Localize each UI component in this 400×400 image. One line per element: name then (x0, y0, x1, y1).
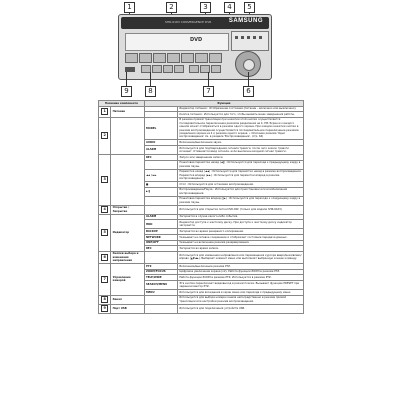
component-name: Открытие / Закрытие (111, 205, 144, 214)
function-description: Работа функции ZOOM в режиме PTZ. Используется в режиме PTZ. (178, 275, 304, 281)
function-description: Пошаговая перемотка назад (◄‖) : Используется для перехода к предыдущему кадру в режиме паузы. (178, 160, 304, 169)
channel-button[interactable] (174, 65, 184, 73)
table-row (99, 117, 304, 140)
fast-forward-button[interactable] (195, 53, 208, 63)
row-number (99, 214, 111, 251)
component-name: Управление камерой (111, 264, 144, 295)
dvr-device (118, 14, 272, 80)
rewind-button[interactable] (153, 53, 166, 63)
row-number (99, 205, 111, 214)
function-description: Индикатор доступа к жесткому диску. При доступе к жесткому диску индикатор загорается. (178, 220, 304, 229)
component-name (111, 155, 144, 206)
row-number (99, 155, 111, 206)
function-description: Используется для выбора номера канала непосредственно в режиме прямой трансляции или настройки режима воспроизведения. (178, 295, 304, 304)
number-badge: 1 (101, 108, 108, 115)
function-description: Индикатор питания : Отображение состояния (питание – включено или выключено). (178, 106, 304, 112)
function-description: Указывает на сетевое соединение и отображает состояние передачи данных. (178, 234, 304, 240)
table-row (99, 205, 304, 214)
table-row (99, 304, 304, 313)
callout-1: 1 (124, 2, 135, 13)
row-number (99, 264, 111, 295)
control-label (144, 160, 177, 169)
control-label: ALARM (144, 214, 177, 220)
control-label: ALARM (144, 146, 177, 155)
indicator-panel (231, 31, 269, 51)
number-badge: 8 (101, 296, 108, 303)
control-label: MENU (144, 289, 177, 295)
row-number (99, 304, 111, 313)
number-badge: 7 (101, 276, 108, 283)
function-description: Включение/выключение режима PTZ. (178, 264, 304, 270)
function-description: Кнопка питания : Используется для того, чтобы вызвать меню завершения работы. (178, 112, 304, 118)
control-label: PTZ (144, 264, 177, 270)
row-number (99, 106, 111, 117)
control-label: ZOOM/FOCUS (144, 269, 177, 275)
function-description: Используется для изменения направления или перемещения курсора вверх/вниз/влево/вправо (▲▼◄►). Выбирает элемент меню или выполняет выбранную в меню команду. (178, 251, 304, 263)
indicator-led (259, 36, 262, 39)
leader-line (126, 72, 127, 86)
control-label: AUDIO (144, 140, 177, 146)
table-row (99, 295, 304, 304)
function-description: Пошаговая перемотка вперед (‖►) : Используется для перехода к следующему кадру в режиме паузы. (178, 196, 304, 205)
enter-button[interactable] (243, 59, 255, 71)
component-function-table (98, 100, 304, 314)
number-badge: 3 (101, 176, 108, 183)
function-description: Загорается во время резервного копирования. (178, 229, 304, 235)
control-label: ►/‖ (144, 187, 177, 196)
stop-button[interactable] (167, 53, 180, 63)
header-function: Функция (144, 101, 303, 107)
indicator-led (235, 36, 238, 39)
function-description: Цифровое увеличение экрана (x2). Работа функции ZOOM в режиме PTZ. (178, 269, 304, 275)
control-label: ◄◄ / ►► (144, 169, 177, 181)
function-description: Запуск или завершение записи. (178, 155, 304, 161)
channel-button[interactable] (163, 65, 173, 73)
step-forward-button[interactable] (209, 53, 222, 63)
callout-8: 8 (145, 86, 156, 97)
control-label (144, 251, 177, 263)
callout-4: 4 (224, 2, 235, 13)
component-name: Кнопки выбора и изменения направления (111, 251, 144, 263)
function-description: Используется для открытия лотка DVD-RW. (только для модели SHR-6163) (178, 205, 304, 214)
function-description: Указывает на включение режима резервирования. (178, 240, 304, 246)
table-row (99, 251, 304, 263)
model-label: SHR-6163 CONVERGENCE DVR (165, 20, 212, 24)
function-description: Загорается во время записи. (178, 246, 304, 252)
leader-line (150, 72, 151, 86)
dvr-front-panel-diagram (0, 0, 400, 100)
dvr-top-strip (121, 17, 269, 29)
callout-9: 9 (121, 86, 132, 97)
row-number (99, 251, 111, 263)
control-label (144, 205, 177, 214)
control-label (144, 304, 177, 313)
function-description: Загорается в случае какого-либо события. (178, 214, 304, 220)
indicator-led (241, 36, 244, 39)
row-number (99, 295, 111, 304)
channel-button[interactable] (152, 65, 162, 73)
component-name: Порт USB (111, 304, 144, 313)
function-description: Эта кнопка переключает видеовыход в режим поиска. Вызывает функцию PRESET при заданном вектор PTZ. (178, 280, 304, 289)
play-pause-button[interactable] (181, 53, 194, 63)
disc-tray (125, 33, 229, 51)
control-label: MODEL (144, 117, 177, 140)
control-label: NETWORK (144, 234, 177, 240)
control-label: SEARCH/MENU (144, 280, 177, 289)
component-name: Канал (111, 295, 144, 304)
callout-5: 5 (244, 2, 255, 13)
header-component-name: Название компонента (99, 101, 145, 107)
function-description: В режиме прямой трансляции при нажатии этой кнопки осуществляется последовательное переключение режимов разделения на 4, PIP. Экран из каждого канала может отображаться в режиме одного экрана. При каждом нажатии кнопки в режиме воспроизведения осуществляется последовательное переключение режимов разделения экрана на 4 и режима одного экрана. • Описание режима 'Одно воспроизведение' см. в разделе 'Воспроизведение'. (стр. 64) (178, 117, 304, 140)
number-badge: 9 (101, 305, 108, 312)
number-badge: 4 (101, 206, 108, 213)
playback-buttons (125, 53, 227, 63)
control-label: ONE/OFF (144, 240, 177, 246)
function-description: Используется для подключения устройств USB. (178, 304, 304, 313)
number-badge: 6 (101, 254, 108, 261)
function-description: Воспроизведение/Пауза : Используется для приостановки или возобновления воспроизведения. (178, 187, 304, 196)
step-back-button[interactable] (139, 53, 152, 63)
control-label: HDD (144, 220, 177, 229)
callout-6: 6 (243, 86, 254, 97)
callout-2: 2 (166, 2, 177, 13)
function-description: Стоп : Используется для остановки воспроизведения. (178, 182, 304, 188)
control-label: BACKUP (144, 229, 177, 235)
function-description: Включение/выключение звука. (178, 140, 304, 146)
menu-button[interactable] (211, 65, 221, 73)
function-description: Перемотка назад (◄◄) : Используется для перемотки назад в режиме воспроизведения. Перемотка вперед (►►) : Используется для перемотки вперед в режиме воспроизведения. (178, 169, 304, 181)
control-label (144, 196, 177, 205)
leader-line (208, 72, 209, 86)
dvd-logo: DVD (190, 37, 203, 43)
number-badge: 5 (101, 229, 108, 236)
callout-7: 7 (203, 86, 214, 97)
indicator-led (253, 36, 256, 39)
control-label: REC (144, 155, 177, 161)
component-name: Индикатор (111, 214, 144, 251)
control-label: ■ (144, 182, 177, 188)
function-description: Используется для подтверждения сигнала тревоги, после чего значок тревоги исчезает. Отменяется ввод сигнала, если выключен входной сигнал тревоги. (178, 146, 304, 155)
callout-3: 3 (200, 2, 211, 13)
number-badge: 2 (101, 132, 108, 139)
function-description: Используется для вхождения в экран меню или перехода к предыдущему меню. (178, 289, 304, 295)
ptz-button[interactable] (189, 65, 199, 73)
indicator-led (247, 36, 250, 39)
rec-button[interactable] (125, 53, 138, 63)
control-label: REC (144, 246, 177, 252)
control-label: TELE/WIDE (144, 275, 177, 281)
component-name (111, 117, 144, 154)
table-body (99, 106, 304, 313)
row-number (99, 117, 111, 154)
control-label (144, 295, 177, 304)
leader-line (248, 72, 249, 86)
component-name: Питание (111, 106, 144, 117)
brand-logo: SAMSUNG (228, 18, 263, 24)
